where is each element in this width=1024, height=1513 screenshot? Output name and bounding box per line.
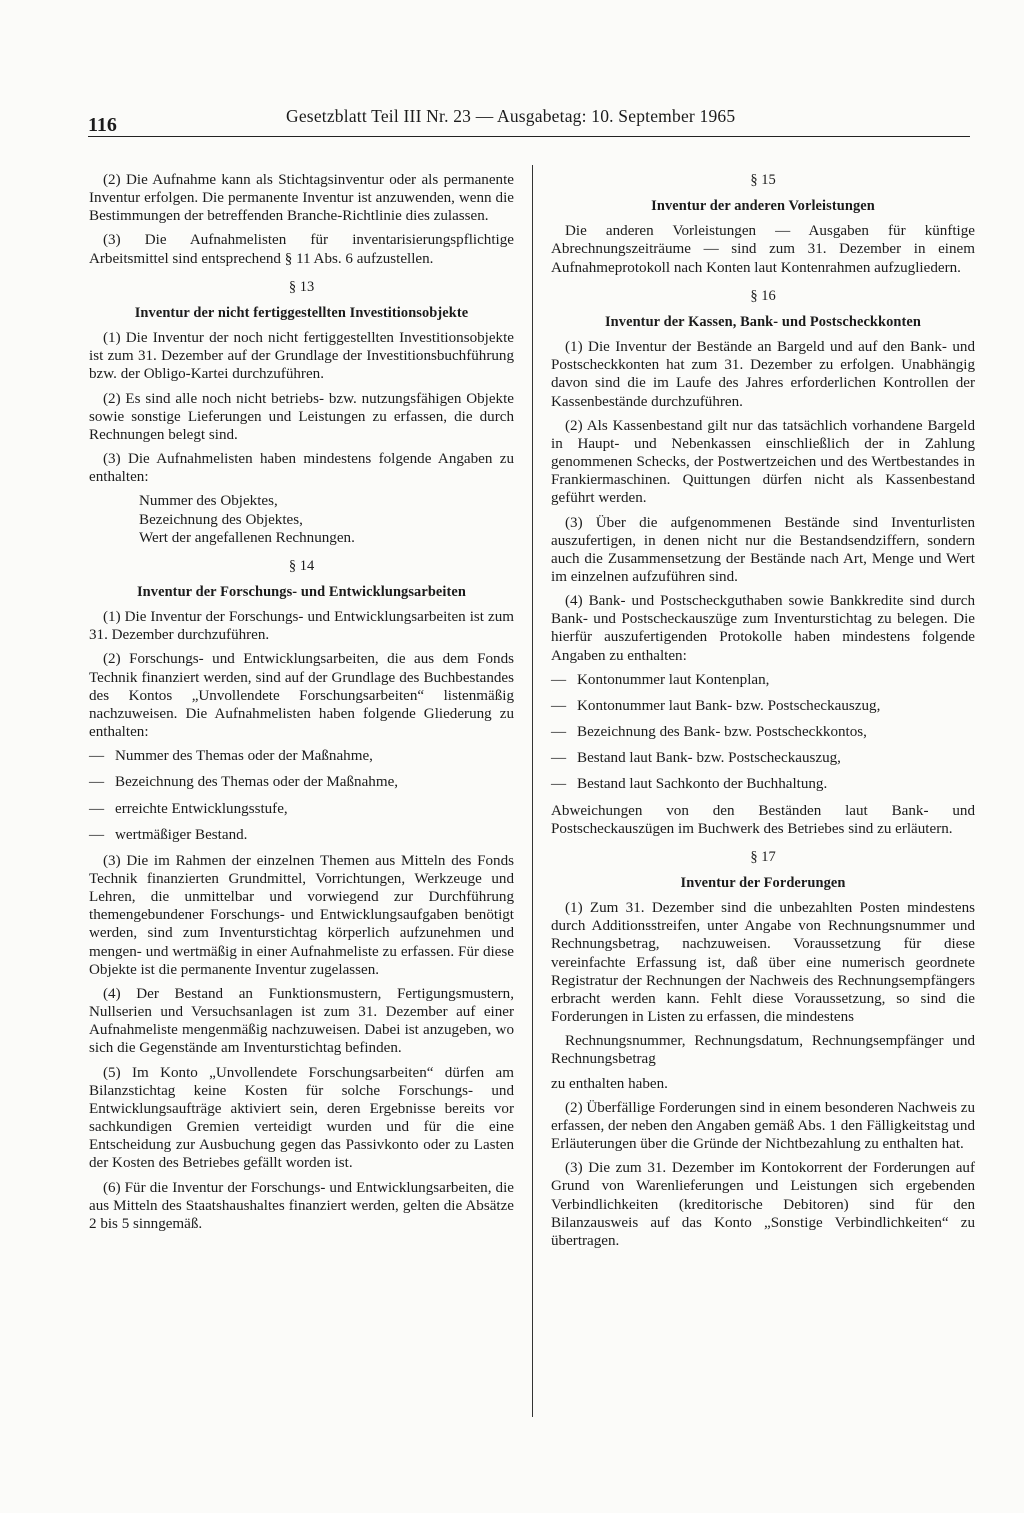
indented-block: Rechnungsnummer, Rechnungsdatum, Rechnungsempfänger und Rechnungsbetrag bbox=[551, 1033, 975, 1068]
paragraph: (3) Die Aufnahmelisten für inventarisierungspflichtige Arbeitsmittel sind entsprechend § 11 Abs. 6 aufzustellen. bbox=[89, 232, 514, 267]
paragraph: (2) Die Aufnahme kann als Stichtagsinventur oder als permanente Inventur erfolgen. Die permanente Inventur ist anzuwenden, wenn die Bestimmungen der betreffenden Branche-Richtlinie dies zulassen. bbox=[89, 172, 514, 225]
section-number: § 14 bbox=[288, 557, 315, 574]
paragraph: (2) Forschungs- und Entwicklungsarbeiten, die aus dem Fonds Technik finanziert werden, sind auf der Grundlage des Buchbestandes des Kontos „Unvollendete Forschungsarbeiten“ listenmäßig nachzuweisen. Die Aufnahmelisten haben folgende Gliederung zu enthalten: bbox=[89, 651, 514, 741]
paragraph: (2) Überfällige Forderungen sind in einem besonderen Nachweis zu erfassen, der neben den Angaben gemäß Abs. 1 den Fälligkeitstag und Erläuterungen über die Gründe der Nichtbezahlung zu enthalten hat. bbox=[551, 1099, 975, 1153]
header-rule bbox=[88, 136, 970, 137]
list-item: — Kontonummer laut Kontenplan, bbox=[551, 671, 975, 689]
paragraph: (3) Die im Rahmen der einzelnen Themen aus Mitteln des Fonds Technik finanzierten Grundmittel, Vorrichtungen, Werkzeuge und Lehren, die unmittelbar und vorwiegend zur Durchführung themengebundener Forschungs- und Entwicklungsaufgaben benötigt werden, sind zum Inventurstichtag körperlich aufzunehmen und mengen- und wertmäßig in einer Aufnahmeliste zu erfassen. Für diese Objekte ist die permanente Inventur zugelassen. bbox=[89, 852, 514, 978]
paragraph: Die anderen Vorleistungen — Ausgaben für künftige Abrechnungszeiträume — sind zum 31. Dezember in einem Aufnahmeprotokoll nach Konten laut Kontenrahmen aufzugliedern. bbox=[551, 223, 975, 276]
list-item: — Bestand laut Bank- bzw. Postscheckauszug, bbox=[551, 749, 975, 767]
page-header bbox=[88, 104, 970, 138]
paragraph: (3) Über die aufgenommenen Bestände sind Inventurlisten auszufertigen, in denen nicht nur die Bestandsendziffern, sondern auch die Zusammensetzung der Bestände nach Art, Menge und Wert im einzelnen aufzuführen sind. bbox=[551, 514, 975, 585]
paragraph: (3) Die Aufnahmelisten haben mindestens folgende Angaben zu enthalten: bbox=[89, 451, 514, 486]
indented-list bbox=[139, 492, 514, 546]
section-number: § 13 bbox=[288, 278, 315, 295]
list-item: — wertmäßiger Bestand. bbox=[89, 826, 514, 844]
section-title: Inventur der nicht fertiggestellten Investitionsobjekte bbox=[134, 304, 469, 321]
paragraph: (6) Für die Inventur der Forschungs- und Entwicklungsarbeiten, die aus Mitteln des Staatshaushaltes finanziert werden, gelten die Absätze 2 bis 5 sinngemäß. bbox=[89, 1179, 514, 1232]
section-title: Inventur der Forschungs- und Entwicklungsarbeiten bbox=[136, 583, 467, 600]
column-divider bbox=[532, 165, 533, 1417]
paragraph: (2) Es sind alle noch nicht betriebs- bzw. nutzungsfähigen Objekte sowie sonstige Lieferungen und Leistungen zu erfassen, die durch Rechnungen belegt sind. bbox=[89, 390, 514, 443]
paragraph: (2) Als Kassenbestand gilt nur das tatsächlich vorhandene Bargeld in Haupt- und Nebenkassen einschließlich der in Zahlung genommenen Schecks, der Postwertzeichen und des Wertbestandes in Frankiermaschinen. Quittungen dürfen nicht als Kassenbestand geführt werden. bbox=[551, 417, 975, 507]
section-title: Inventur der Kassen, Bank- und Postscheckkonten bbox=[604, 313, 922, 330]
list-item: Wert der angefallenen Rechnungen. bbox=[139, 529, 355, 546]
section-title: Inventur der anderen Vorleistungen bbox=[651, 198, 875, 215]
paragraph: (1) Die Inventur der Bestände an Bargeld und auf den Bank- und Postscheckkonten hat zum 31. Dezember zu erfolgen. Unabhängig davon sind die im Laufe des Jahres erforderlichen Kontrollen der Kassenbestände durchzuführen. bbox=[551, 339, 975, 410]
page-number: 116 bbox=[88, 114, 117, 136]
section-number: § 15 bbox=[750, 172, 776, 188]
list-item: — Bezeichnung des Themas oder der Maßnahme, bbox=[89, 773, 514, 791]
paragraph: (1) Die Inventur der Forschungs- und Entwicklungsarbeiten ist zum 31. Dezember durchzuführen. bbox=[89, 609, 514, 644]
paragraph: Abweichungen von den Beständen laut Bank- und Postscheckauszügen im Buchwerk des Betriebes sind zu erläutern. bbox=[551, 802, 975, 837]
paragraph: (5) Im Konto „Unvollendete Forschungsarbeiten“ dürfen am Bilanzstichtag keine Kosten für solche Forschungs- und Entwicklungsaufträge aktiviert sein, deren Ergebnisse bereits vor sachkundigen Gremien verteidigt wurden und für die eine Entscheidung zur Ausbuchung gegen das Passivkonto oder zu Lasten der Kosten des Betriebes gefällt worden ist. bbox=[89, 1064, 514, 1172]
list-item: — Bestand laut Sachkonto der Buchhaltung. bbox=[551, 775, 975, 793]
paragraph: zu enthalten haben. bbox=[551, 1075, 668, 1092]
dash-list bbox=[551, 671, 975, 794]
right-column bbox=[551, 171, 975, 1256]
dash-list bbox=[89, 747, 514, 844]
section-number: § 17 bbox=[750, 848, 776, 865]
list-item: — Nummer des Themas oder der Maßnahme, bbox=[89, 747, 514, 765]
left-column bbox=[89, 171, 514, 1239]
paragraph: (3) Die zum 31. Dezember im Kontokorrent der Forderungen auf Grund von Warenlieferungen und Leistungen sich ergebenden Verbindlichkeiten (kreditorische Debitoren) sind für den Bilanzausweis auf das Konto „Sonstige Verbindlichkeiten“ zu übertragen. bbox=[551, 1160, 975, 1249]
paragraph: (4) Der Bestand an Funktionsmustern, Fertigungsmustern, Nullserien und Versuchsanlagen ist zum 31. Dezember auf einer Aufnahmeliste mengenmäßig nachzuweisen. Dabei ist anzugeben, wo sich die Gegenstände am Inventurstichtag befinden. bbox=[89, 985, 514, 1057]
list-item: Bezeichnung des Objektes, bbox=[139, 511, 303, 528]
list-item: — erreichte Entwicklungsstufe, bbox=[89, 800, 514, 818]
paragraph: (1) Zum 31. Dezember sind die unbezahlten Posten mindestens durch Additionsstreifen, unter Angabe von Rechnungsnummer und Rechnungsbetrag, nachzuweisen. Voraussetzung für diese vereinfachte Erfassung ist, daß über eine numerisch geordnete Registratur der Rechnungen der Nachweis des Rechnungsempfängers erbracht werden kann. Fehlt diese Voraussetzung, so sind die Forderungen in Listen zu erfassen, die mindestens bbox=[551, 900, 975, 1026]
list-item: — Kontonummer laut Bank- bzw. Postscheckauszug, bbox=[551, 697, 975, 715]
section-title: Inventur der Forderungen bbox=[680, 875, 846, 891]
list-item: — Bezeichnung des Bank- bzw. Postscheckkontos, bbox=[551, 723, 975, 741]
list-item: Nummer des Objektes, bbox=[139, 493, 278, 510]
paragraph: (1) Die Inventur der noch nicht fertiggestellten Investitionsobjekte ist zum 31. Dezember auf der Grundlage der Investitionsbuchführung bzw. der Obligo-Kartei durchzuführen. bbox=[89, 330, 514, 383]
section-number: § 16 bbox=[750, 287, 776, 304]
paragraph: (4) Bank- und Postscheckguthaben sowie Bankkredite sind durch Bank- und Postscheckauszüge zum Inventurstichtag zu belegen. Die hierfür auszufertigenden Protokolle haben mindestens folgende Angaben zu enthalten: bbox=[551, 593, 975, 664]
running-title: Gesetzblatt Teil III Nr. 23 — Ausgabetag: 10. September 1965 bbox=[286, 106, 736, 126]
